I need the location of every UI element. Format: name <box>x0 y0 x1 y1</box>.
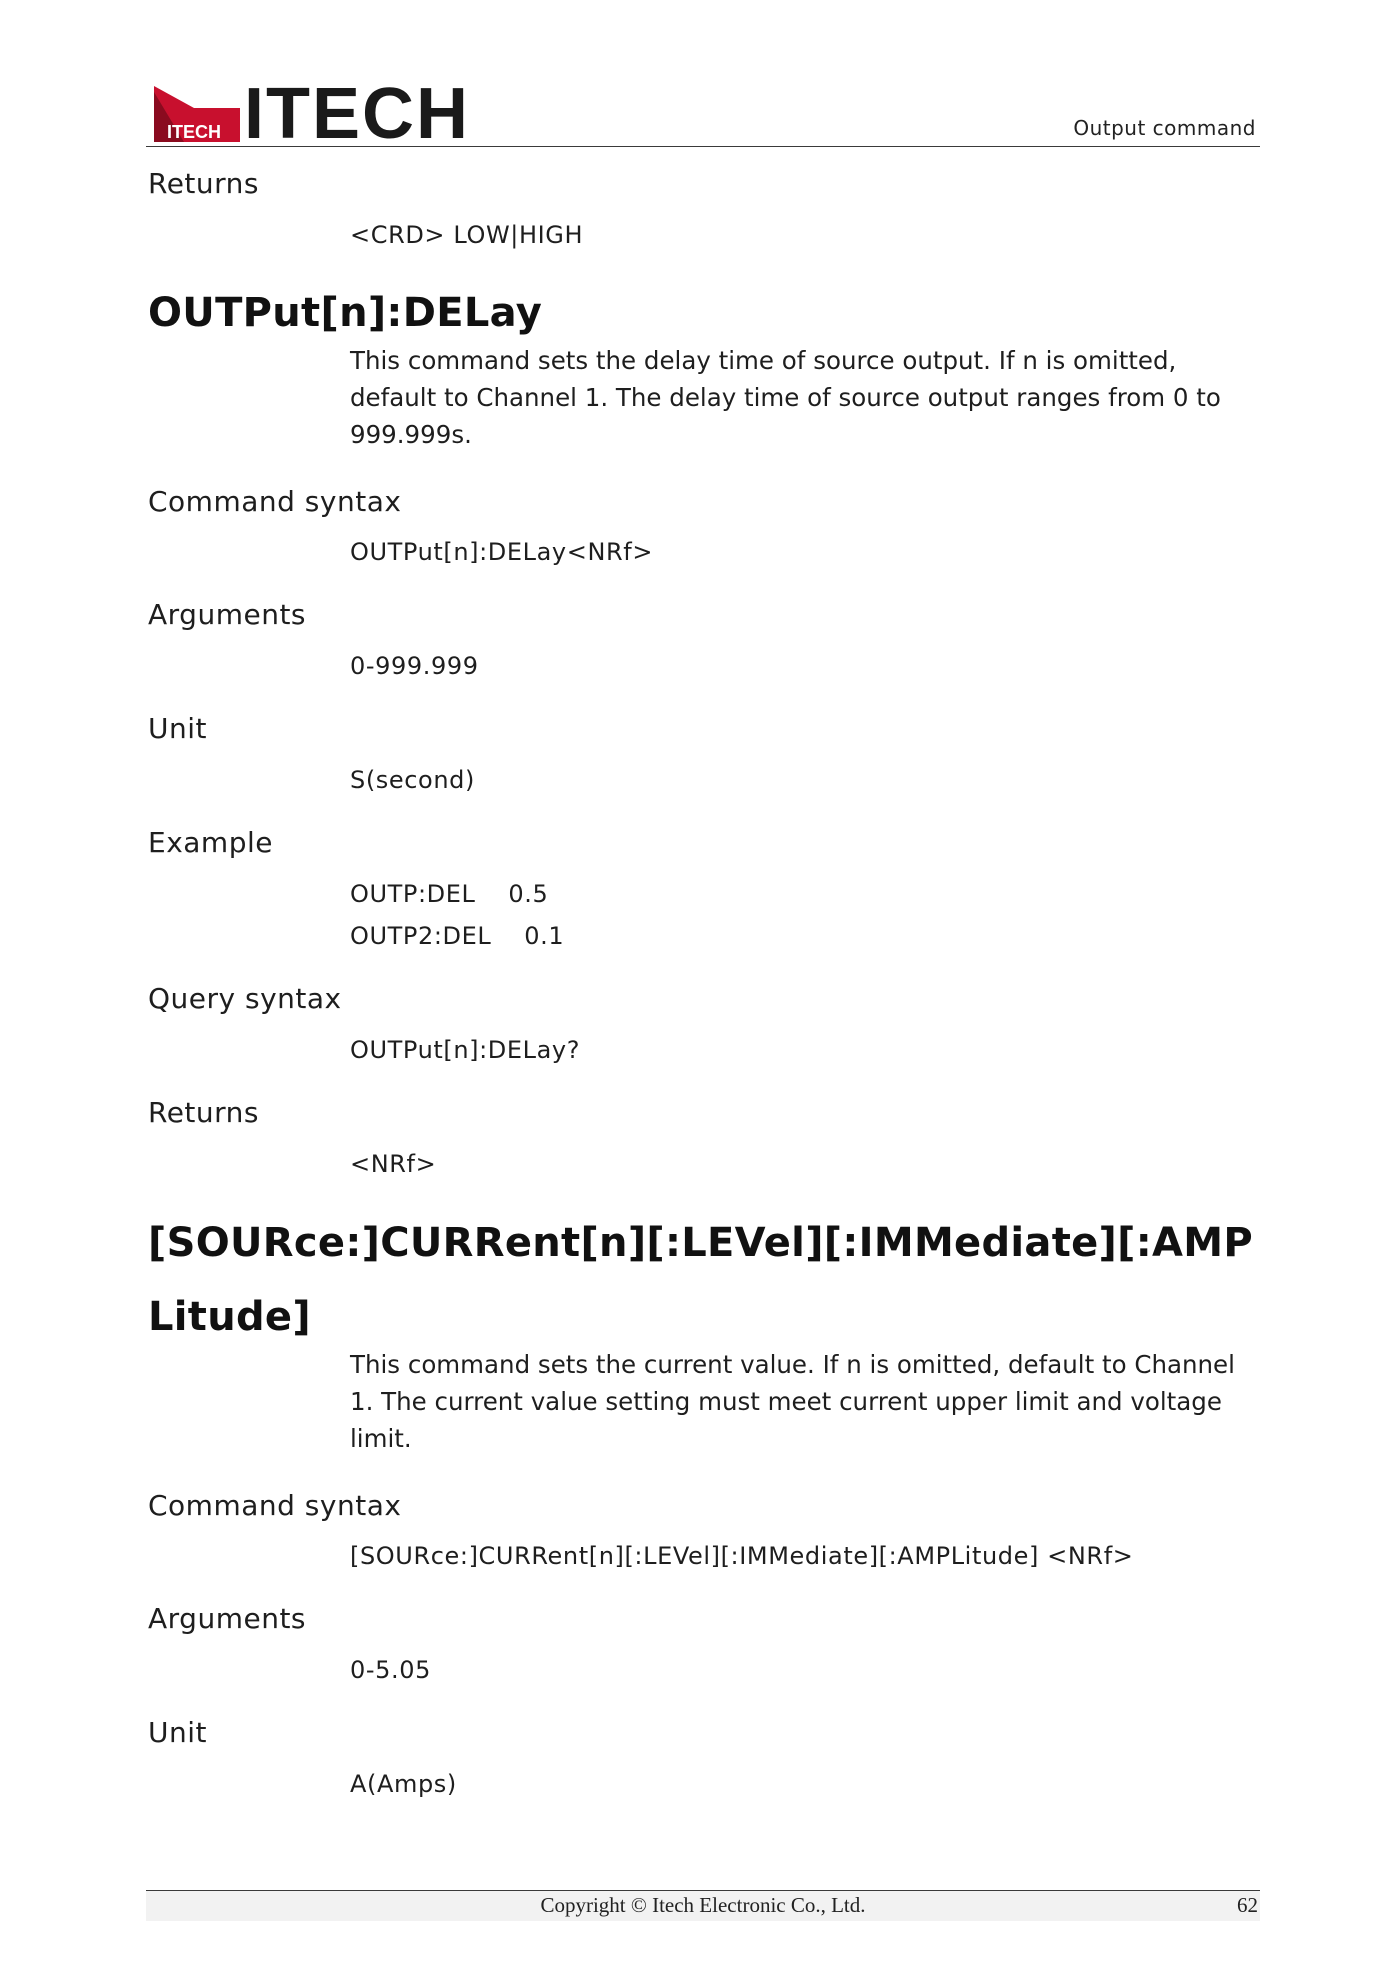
command-syntax-value: OUTPut[n]:DELay<NRf> <box>350 538 654 566</box>
arguments-label: Arguments <box>148 598 307 631</box>
logo-badge-text: ITECH <box>167 122 221 142</box>
itech-logo-mark-icon <box>154 86 240 142</box>
unit-label: Unit <box>148 712 207 745</box>
copyright-text: Copyright © Itech Electronic Co., Ltd. <box>540 1893 866 1917</box>
command-description-current: This command sets the current value. If n is omitted, default to Channel 1. The current value setting must meet current upper limit and voltage limit. <box>350 1350 1235 1453</box>
page-content <box>148 150 1260 1798</box>
example-line: OUTP2:DEL 0.1 <box>350 922 565 950</box>
example-line: OUTP:DEL 0.5 <box>350 880 549 908</box>
page-header <box>146 74 1260 154</box>
command-heading-current: [SOURce:]CURRent[n][:LEVel][:IMMediate][:AMPLitude] <box>148 1220 1253 1340</box>
command-syntax-value: [SOURce:]CURRent[n][:LEVel][:IMMediate][:AMPLitude] <NRf> <box>350 1542 1134 1570</box>
command-syntax-label: Command syntax <box>148 485 402 518</box>
query-syntax-value: OUTPut[n]:DELay? <box>350 1036 581 1064</box>
returns-value: <CRD> LOW|HIGH <box>350 221 584 249</box>
page-footer <box>146 1890 1260 1921</box>
query-syntax-label: Query syntax <box>148 982 342 1015</box>
arguments-label: Arguments <box>148 1602 307 1635</box>
arguments-value: 0-5.05 <box>350 1656 431 1684</box>
unit-value: S(second) <box>350 766 475 794</box>
page-number: 62 <box>1237 1893 1258 1917</box>
command-syntax-label: Command syntax <box>148 1489 402 1522</box>
section-name: Output command <box>1073 116 1256 140</box>
command-heading-delay: OUTPut[n]:DELay <box>148 290 543 336</box>
itech-logo <box>154 74 470 154</box>
command-description-delay: This command sets the delay time of source output. If n is omitted, default to Channel 1. The delay time of source output ranges from 0 to 999.999s. <box>350 346 1221 449</box>
example-label: Example <box>148 826 273 859</box>
unit-label: Unit <box>148 1716 207 1749</box>
logo-wordmark: ITECH <box>244 74 470 154</box>
returns-label: Returns <box>148 167 260 200</box>
arguments-value: 0-999.999 <box>350 652 479 680</box>
returns-value: <NRf> <box>350 1150 437 1178</box>
unit-value: A(Amps) <box>350 1770 457 1798</box>
returns-label: Returns <box>148 1096 260 1129</box>
